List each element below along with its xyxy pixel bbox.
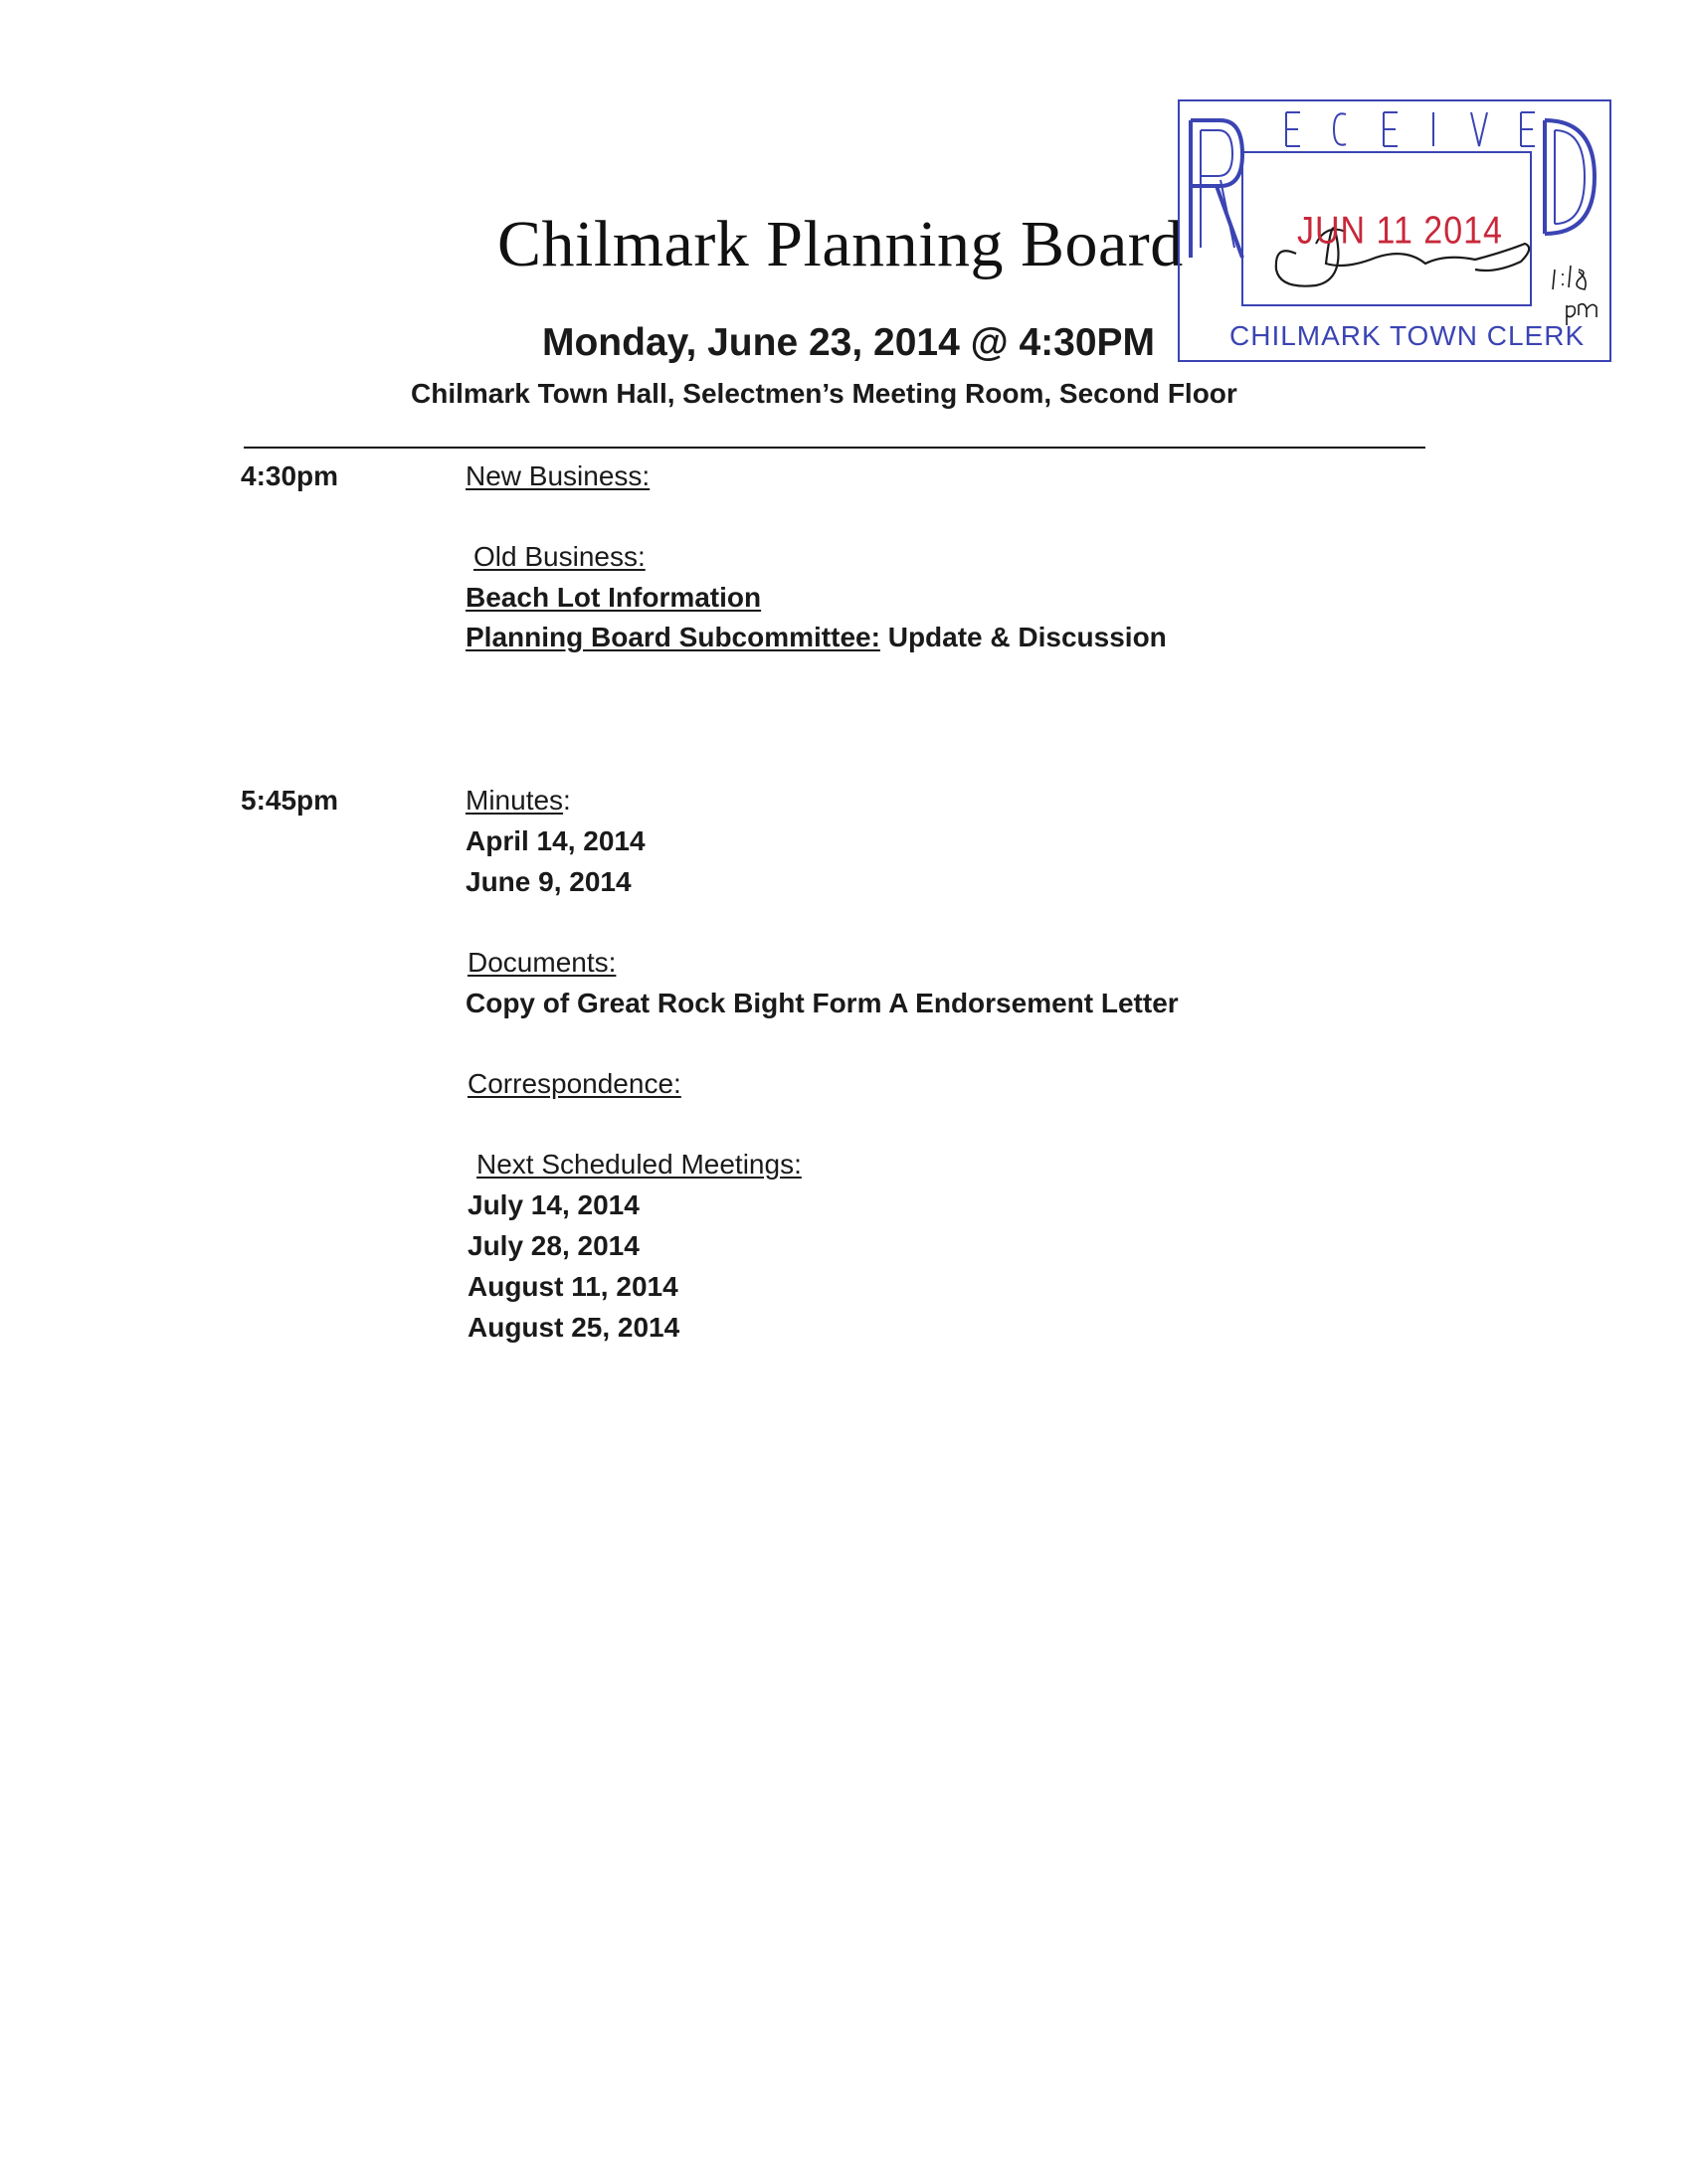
minutes-heading [466, 785, 571, 817]
page-title: Chilmark Planning Board [497, 208, 1184, 280]
minutes-item: April 14, 2014 [466, 825, 646, 856]
stamp-date: JUN 11 2014 [1297, 209, 1503, 253]
header-divider [244, 447, 1425, 449]
minutes-item: June 9, 2014 [466, 866, 632, 897]
subcommittee-item [466, 622, 1167, 653]
agenda-time-1: 4:30pm [241, 460, 339, 491]
old-business-heading: Old Business: [473, 541, 646, 572]
minutes-colon: : [563, 785, 571, 816]
next-meetings-heading: Next Scheduled Meetings: [476, 1149, 802, 1180]
minutes-label: Minutes [466, 785, 564, 816]
meeting-datetime: Monday, June 23, 2014 @ 4:30PM [542, 321, 1156, 364]
beach-lot-item: Beach Lot Information [466, 582, 762, 613]
subcommittee-text: Update & Discussion [879, 622, 1167, 652]
meeting-date-item: August 25, 2014 [468, 1312, 680, 1343]
documents-heading: Documents: [468, 947, 617, 978]
document-item: Copy of Great Rock Bight Form A Endorsement Letter [466, 988, 1179, 1018]
meeting-date-item: July 14, 2014 [468, 1189, 640, 1220]
meeting-location: Chilmark Town Hall, Selectmen’s Meeting Room, Second Floor [411, 378, 1237, 409]
meeting-date-item: August 11, 2014 [468, 1271, 678, 1302]
agenda-time-2: 5:45pm [241, 785, 339, 816]
new-business-heading: New Business: [466, 460, 651, 491]
correspondence-heading: Correspondence: [468, 1068, 681, 1099]
subcommittee-label: Planning Board Subcommittee: [466, 622, 880, 652]
stamp-org: CHILMARK TOWN CLERK [1229, 320, 1586, 351]
meeting-date-item: July 28, 2014 [468, 1230, 640, 1261]
